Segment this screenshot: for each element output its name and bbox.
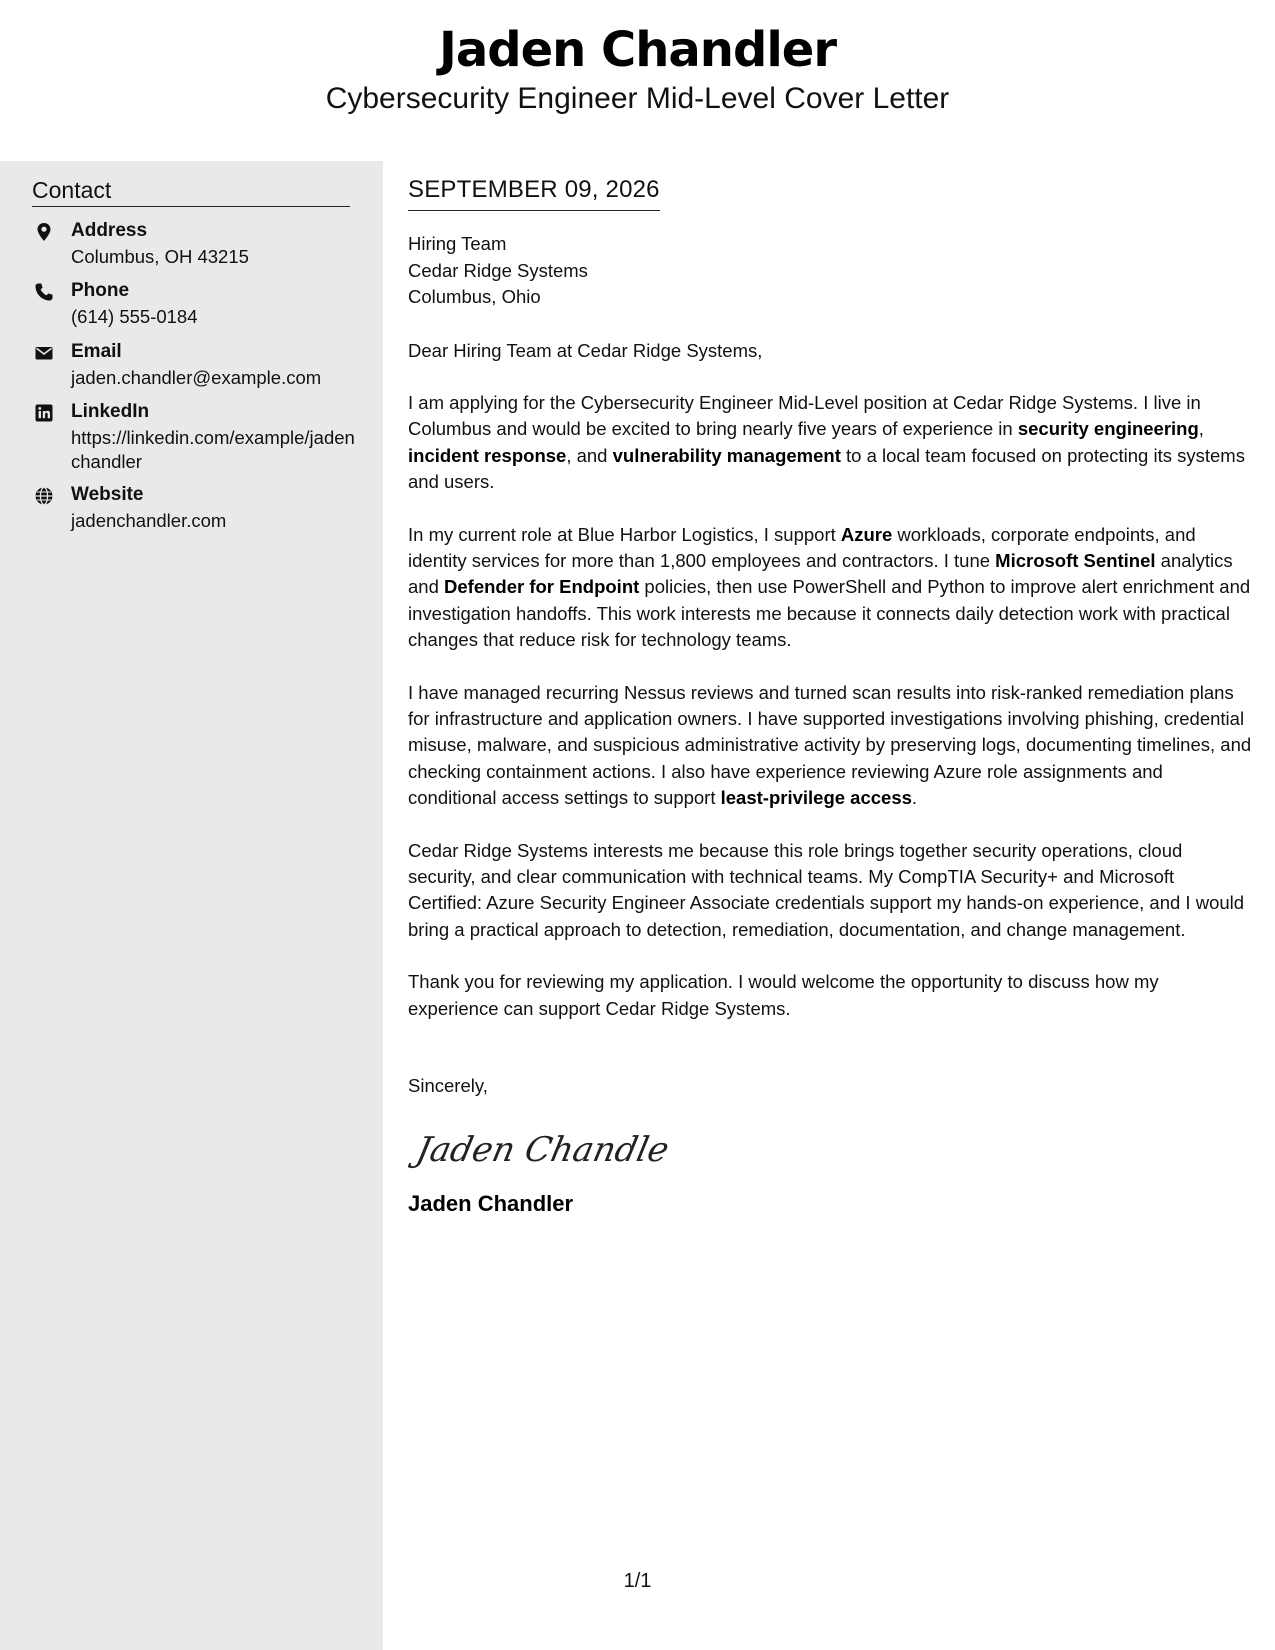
- letter-paragraph: [408, 522, 1253, 654]
- map-pin-icon: [34, 222, 54, 242]
- phone-value: (614) 555-0184: [71, 306, 198, 327]
- envelope-icon: [34, 343, 54, 363]
- signer-name: Jaden Chandler: [408, 1191, 574, 1217]
- signature: [408, 1117, 1253, 1177]
- paragraph-text: to a local team focused on protecting its systems and users.: [408, 444, 1245, 493]
- paragraph-text: policies, then use PowerShell and Python to improve alert enrichment and investigation handoffs. This work interests me because it connects daily detection work with practical changes that reduce risk for technology teams.: [408, 576, 1251, 651]
- recipient-block: [408, 231, 1253, 311]
- paragraph-text: Cedar Ridge Systems interests me because this role brings together security operations, cloud security, and clear communication with technical teams. My CompTIA Security+ and Microsoft Certified: Azure Security Engineer Associate credentials support my hands-on experience, and I would bring a practical approach to detection, remediation, documentation, and change management.: [408, 839, 1245, 940]
- header: [0, 0, 1275, 160]
- emphasized-text: Microsoft Sentinel: [995, 549, 1156, 571]
- emphasized-text: least-privilege access: [720, 787, 912, 809]
- letter-date: SEPTEMBER 09, 2026: [408, 176, 660, 211]
- linkedin-icon: [34, 403, 54, 423]
- paragraph-text: In my current role at Blue Harbor Logistics, I support: [408, 523, 841, 545]
- emphasized-text: Defender for Endpoint: [444, 576, 640, 598]
- paragraph-text: .: [911, 787, 918, 809]
- linkedin-value[interactable]: https://linkedin.com/example/jadenchandler: [71, 427, 355, 472]
- paragraph-text: workloads, corporate endpoints, and identity services for more than 1,800 employees and contractors. I tune: [408, 523, 1196, 571]
- email-label: Email: [71, 341, 122, 362]
- email-value[interactable]: jaden.chandler@example.com: [71, 367, 322, 388]
- letter-paragraph: [408, 969, 1253, 1022]
- paragraph-text: I have managed recurring Nessus reviews and turned scan results into risk-ranked remediation plans for infrastructure and application owners. I have supported investigations involving phishing, credential misuse, malware, and suspicious administrative activity by preserving logs, documenting timelines, and checking containment actions. I also have experience reviewing Azure role assignments and conditional access settings to support: [408, 681, 1252, 809]
- letter-paragraph: [408, 390, 1253, 496]
- candidate-name: Jaden Chandler: [438, 22, 837, 78]
- globe-icon: [34, 486, 54, 506]
- paragraph-text: ,: [1198, 418, 1204, 440]
- letter-paragraph: [408, 680, 1253, 812]
- contact-heading: Contact: [32, 177, 350, 207]
- address-label: Address: [71, 220, 148, 241]
- recipient-line: Hiring Team: [408, 233, 507, 254]
- letter-body: [408, 176, 1253, 1217]
- paragraph-text: analytics and: [408, 549, 1233, 598]
- phone-label: Phone: [71, 280, 130, 301]
- salutation: Dear Hiring Team at Cedar Ridge Systems,: [408, 339, 763, 361]
- emphasized-text: Azure: [840, 523, 893, 545]
- website-value[interactable]: jadenchandler.com: [71, 510, 227, 531]
- paragraph-text: I am applying for the Cybersecurity Engineer Mid-Level position at Cedar Ridge Systems. I live in Columbus and would be excited to bring nearly five years of experience in: [408, 391, 1201, 440]
- linkedin-label: LinkedIn: [71, 401, 150, 422]
- recipient-line: Cedar Ridge Systems: [408, 259, 588, 281]
- website-label: Website: [71, 484, 144, 505]
- emphasized-text: vulnerability management: [612, 444, 841, 466]
- letter-paragraph: [408, 838, 1253, 944]
- phone-icon: [34, 282, 54, 302]
- signature-text: Jaden Chandler: [412, 1130, 668, 1170]
- paragraph-text: Thank you for reviewing my application. I would welcome the opportunity to discuss how my experience can support Cedar Ridge Systems.: [408, 971, 1159, 1019]
- closing: Sincerely,: [408, 1075, 488, 1097]
- recipient-line: Columbus, Ohio: [408, 286, 541, 307]
- emphasized-text: incident response: [408, 444, 567, 466]
- paragraph-text: , and: [566, 444, 613, 466]
- handwritten-signature: [408, 1117, 668, 1177]
- emphasized-text: security engineering: [1017, 418, 1199, 440]
- address-value: Columbus, OH 43215: [71, 246, 249, 267]
- document-subtitle: Cybersecurity Engineer Mid-Level Cover Letter: [325, 82, 950, 115]
- page-number: 1/1: [623, 1570, 652, 1592]
